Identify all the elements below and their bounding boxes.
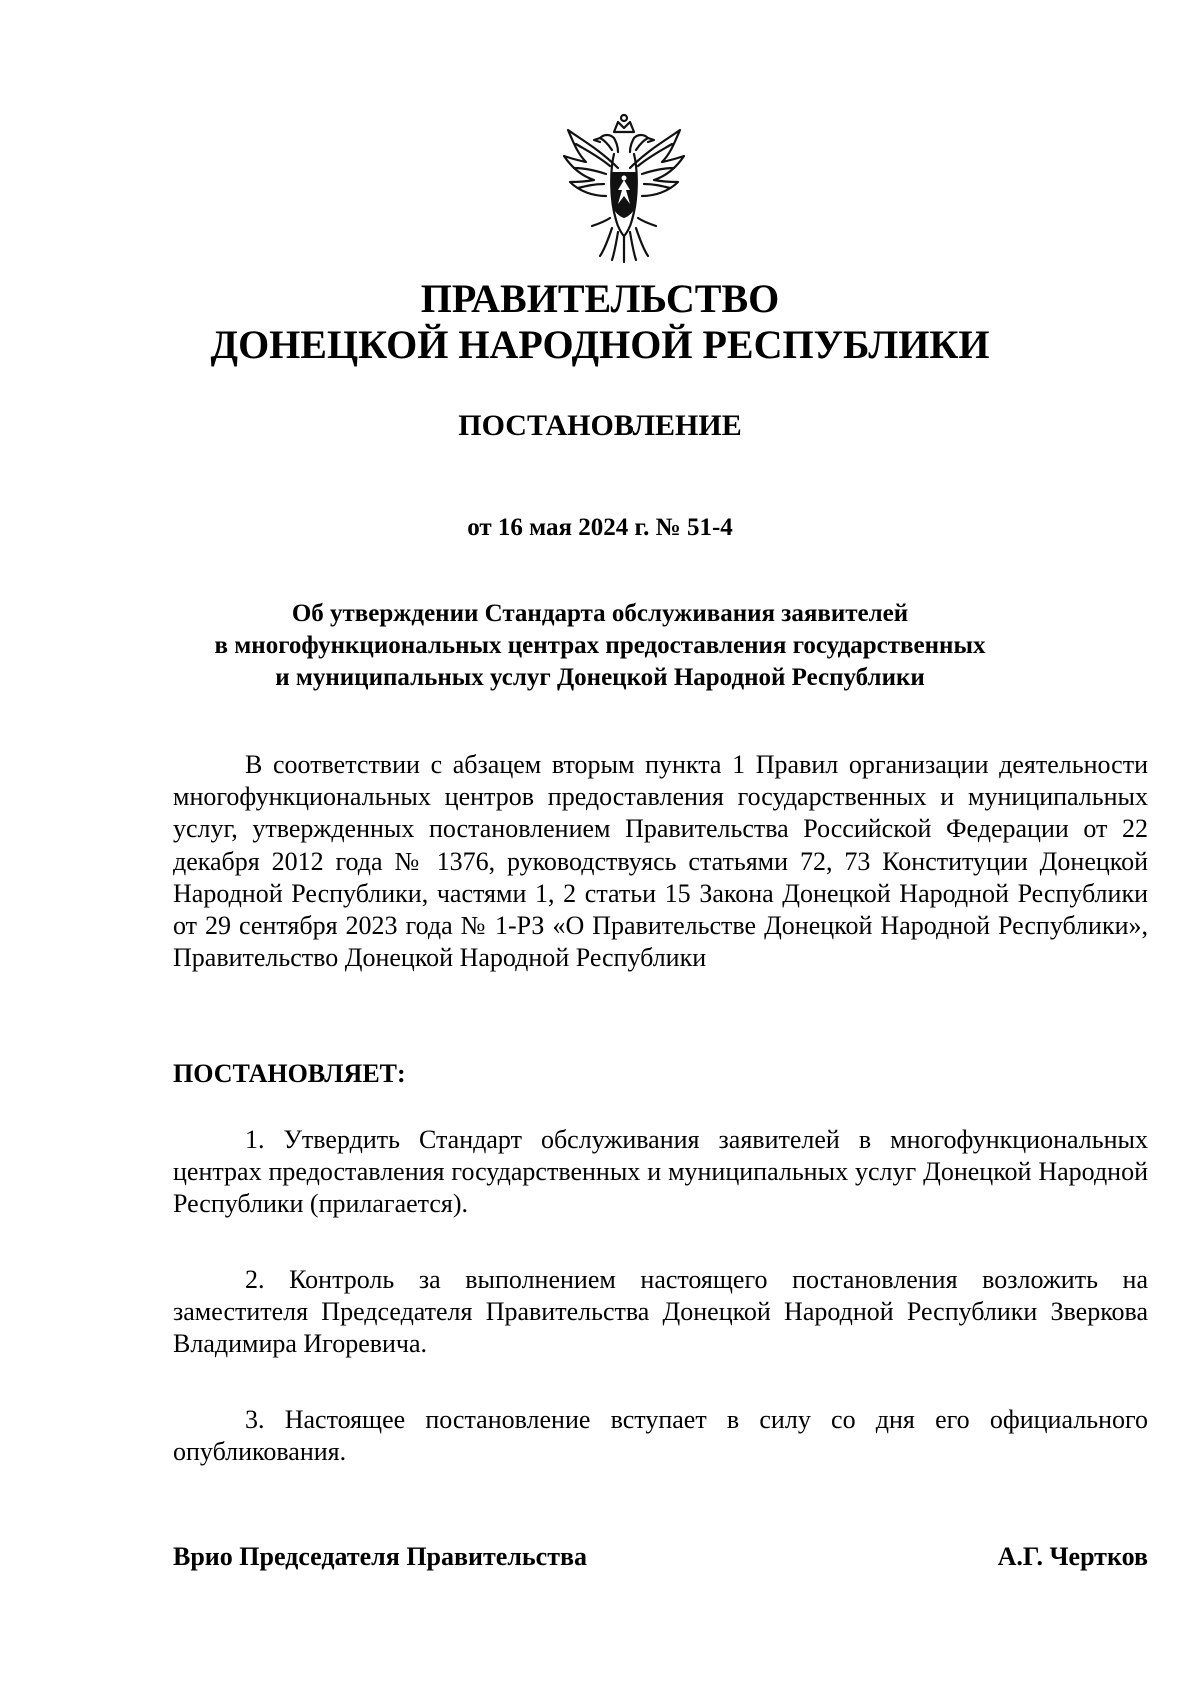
subject-line-3: и муниципальных услуг Донецкой Народной Республики [275,664,925,691]
document-subject [0,598,1200,694]
signatory-position: Врио Председателя Правительства [173,1542,588,1571]
government-name-line-1: ПРАВИТЕЛЬСТВО [420,276,780,321]
government-name-line-2: ДОНЕЦКОЙ НАРОДНОЙ РЕСПУБЛИКИ [210,322,990,367]
document-date-number: от 16 мая 2024 г. № 51-4 [467,514,733,541]
subject-line-2: в многофункциональных центрах предоставления государственных [214,632,986,659]
coat-of-arms-icon [560,110,688,270]
signatory-name: А.Г. Чертков [997,1542,1148,1571]
decree-heading: ПОСТАНОВЛЯЕТ: [173,1059,406,1088]
document-type: ПОСТАНОВЛЕНИЕ [458,409,742,442]
decree-item-2: 2. Контроль за выполнением настоящего постановления возложить на заместителя Председателя Правительства Донецкой Народной Республики Зверкова Владимира Игоревича. [173,1265,1148,1359]
decree-item-3: 3. Настоящее постановление вступает в силу со дня его официального опубликования. [173,1405,1148,1467]
preamble-paragraph: В соответствии с абзацем вторым пункта 1 Правил организации деятельности многофункциональных центров предоставления государственных и муниципальных услуг, утвержденных постановлением Правительства Российской Федерации от 22 декабря 2012 года № 1376, руководствуясь статьями 72, 73 Конституции Донецкой Народной Республики, частями 1, 2 статьи 15 Закона Донецкой Народной Республики от 29 сентября 2023 года № 1-РЗ «О Правительстве Донецкой Народной Республики», Правительство Донецкой Народной Республики [173,750,1148,973]
decree-item-1: 1. Утвердить Стандарт обслуживания заявителей в многофункциональных центрах предоставления государственных и муниципальных услуг Донецкой Народной Республики (прилагается). [173,1125,1148,1219]
subject-line-1: Об утверждении Стандарта обслуживания заявителей [291,600,909,627]
